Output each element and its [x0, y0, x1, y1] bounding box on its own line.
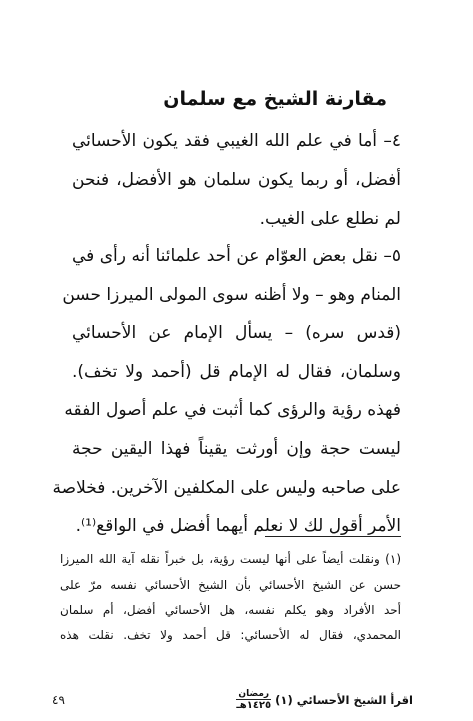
- book-title: اقرأ الشيخ الأحسائي (١): [275, 693, 413, 707]
- date-stack: [236, 690, 271, 711]
- body-line-6: (قدس سره) – يسأل الإمام عن الأحسائي: [72, 323, 401, 343]
- footnote-line-3: أحد الأفراد وهو يكلم نفسه، هل الأحسائي أفضل، أم سلمان: [60, 603, 401, 617]
- body-line-2: أفضل، أو ربما يكون سلمان هو الأفضل، فنحن: [72, 170, 401, 190]
- body-line-1: ٤– أما في علم الله الغيبي فقد يكون الأحسائي: [72, 131, 401, 151]
- body-line-5: المنام وهو – ولا أظنه سوى المولى الميرزا حسن: [62, 285, 401, 305]
- page-number: ٤٩: [52, 693, 65, 707]
- footer-year: ١٤٢٥هـ: [236, 700, 272, 711]
- body-line-11: الأمر أقول لك لا نعلم أيهما أفضل في الواقع⁽¹⁾.: [75, 516, 401, 536]
- running-footer: [234, 690, 413, 711]
- body-line-9: ليست حجة وإن أورثت يقيناً فهذا اليقين حجة: [72, 439, 401, 459]
- footnote-separator: [265, 536, 401, 537]
- footer-month: رمضان: [238, 689, 270, 699]
- footnote-line-4: المحمدي، فقال له الأحسائي: قل أحمد ولا تخف. نقلت هذه: [60, 628, 401, 642]
- body-line-7: وسلمان، فقال له الإمام قل (أحمد ولا تخف).: [72, 362, 401, 382]
- footnote-line-2: حسن عن الشيخ الأحسائي بأن الشيخ الأحسائي نفسه مرّ على: [60, 578, 401, 592]
- footnote-line-1: (١) ونقلت أيضاً على أنها ليست رؤية، بل خبراً نقله آية الله الميرزا: [60, 552, 401, 566]
- section-heading: مقارنة الشيخ مع سلمان: [163, 88, 387, 110]
- body-line-8: فهذه رؤية والرؤى كما أثبت في علم أصول الفقه: [64, 400, 401, 420]
- page-footer: [52, 690, 413, 714]
- body-line-10: على صاحبه وليس على المكلفين الآخرين. فخلاصة: [52, 478, 401, 498]
- body-line-3: لم نطلع على الغيب.: [259, 209, 401, 229]
- body-line-4: ٥– نقل بعض العوّام عن أحد علمائنا أنه رأى في: [72, 246, 401, 266]
